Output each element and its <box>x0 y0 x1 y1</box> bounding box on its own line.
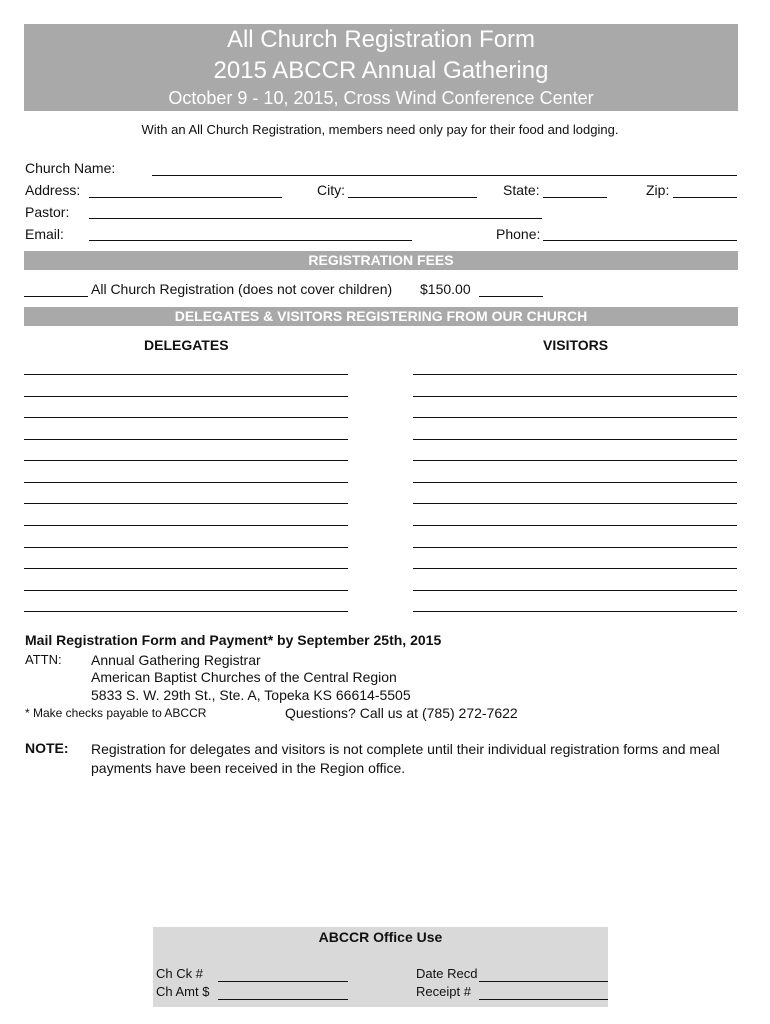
email-label: Email: <box>25 226 64 242</box>
questions-phone: Questions? Call us at (785) 272-7622 <box>285 705 518 721</box>
phone-field[interactable] <box>543 240 737 241</box>
visitor-line[interactable] <box>413 547 737 548</box>
delegate-line[interactable] <box>24 611 348 612</box>
address-label: Address: <box>25 182 81 198</box>
fee-price: $150.00 <box>420 281 471 297</box>
email-field[interactable] <box>89 240 412 241</box>
receipt-field[interactable] <box>479 999 608 1000</box>
ch-amt-label: Ch Amt $ <box>156 984 210 999</box>
office-use-box <box>153 927 608 1007</box>
ch-ck-label: Ch Ck # <box>156 966 203 981</box>
checks-payable-note: * Make checks payable to ABCCR <box>25 706 207 720</box>
note-line-2: payments have been received in the Region office. <box>91 760 406 776</box>
state-field[interactable] <box>543 197 607 198</box>
fee-count-field[interactable] <box>24 296 88 297</box>
date-recd-label: Date Recd <box>416 966 478 981</box>
visitor-line[interactable] <box>413 590 737 591</box>
church-name-label: Church Name: <box>25 160 116 176</box>
date-recd-field[interactable] <box>479 981 608 982</box>
fee-total-field[interactable] <box>479 296 543 297</box>
delegate-line[interactable] <box>24 590 348 591</box>
form-subtitle: 2015 ABCCR Annual Gathering <box>213 57 549 84</box>
delegate-line[interactable] <box>24 417 348 418</box>
visitor-line[interactable] <box>413 460 737 461</box>
delegate-line[interactable] <box>24 482 348 483</box>
note-line-1: Registration for delegates and visitors is not complete until their individual registration forms and meal <box>91 741 720 757</box>
mail-heading: Mail Registration Form and Payment* by September 25th, 2015 <box>25 632 442 648</box>
note-label: NOTE: <box>25 740 69 756</box>
visitor-line[interactable] <box>413 482 737 483</box>
delegate-line[interactable] <box>24 460 348 461</box>
visitor-line[interactable] <box>413 611 737 612</box>
attn-label: ATTN: <box>25 652 62 667</box>
visitors-column-header: VISITORS <box>543 337 609 353</box>
delegates-visitors-heading: DELEGATES & VISITORS REGISTERING FROM OUR CHURCH <box>24 307 738 326</box>
pastor-label: Pastor: <box>25 204 70 220</box>
intro-text: With an All Church Registration, members need only pay for their food and lodging. <box>141 122 619 137</box>
zip-label: Zip: <box>646 182 670 198</box>
mail-line-1: Annual Gathering Registrar <box>91 652 261 668</box>
delegate-line[interactable] <box>24 503 348 504</box>
form-header <box>24 24 738 111</box>
delegate-line[interactable] <box>24 374 348 375</box>
delegate-line[interactable] <box>24 568 348 569</box>
delegate-line[interactable] <box>24 396 348 397</box>
delegate-line[interactable] <box>24 547 348 548</box>
state-label: State: <box>503 182 540 198</box>
address-field[interactable] <box>89 197 282 198</box>
event-details: October 9 - 10, 2015, Cross Wind Conference Center <box>168 88 594 108</box>
registration-fees-heading: REGISTRATION FEES <box>24 251 738 270</box>
form-title: All Church Registration Form <box>226 26 536 53</box>
delegate-line[interactable] <box>24 439 348 440</box>
fee-item-label: All Church Registration (does not cover children) <box>91 281 393 297</box>
church-name-field[interactable] <box>152 175 737 176</box>
phone-label: Phone: <box>496 226 541 242</box>
pastor-field[interactable] <box>89 218 542 219</box>
visitor-line[interactable] <box>413 396 737 397</box>
zip-field[interactable] <box>673 197 737 198</box>
visitor-line[interactable] <box>413 439 737 440</box>
visitor-line[interactable] <box>413 374 737 375</box>
visitor-line[interactable] <box>413 503 737 504</box>
visitor-line[interactable] <box>413 525 737 526</box>
mail-line-3: 5833 S. W. 29th St., Ste. A, Topeka KS 66614-5505 <box>91 687 411 703</box>
city-field[interactable] <box>348 197 477 198</box>
receipt-label: Receipt # <box>416 984 471 999</box>
ch-ck-field[interactable] <box>218 981 348 982</box>
city-label: City: <box>317 182 345 198</box>
visitor-line[interactable] <box>413 417 737 418</box>
delegates-column-header: DELEGATES <box>144 337 229 353</box>
visitor-line[interactable] <box>413 568 737 569</box>
delegate-line[interactable] <box>24 525 348 526</box>
office-use-title: ABCCR Office Use <box>318 929 443 945</box>
mail-line-2: American Baptist Churches of the Central Region <box>91 669 397 685</box>
ch-amt-field[interactable] <box>218 999 348 1000</box>
